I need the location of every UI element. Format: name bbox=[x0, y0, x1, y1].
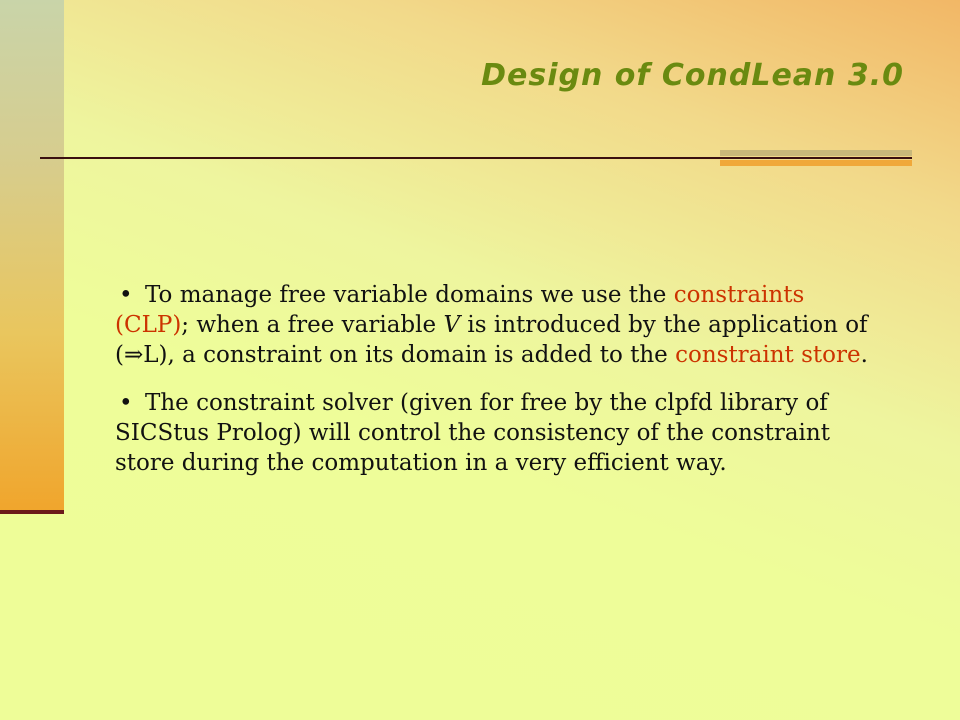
variable-name: V bbox=[443, 312, 461, 338]
highlight-term-clp: constraints (CLP) bbox=[115, 282, 805, 338]
side-decor-underline bbox=[0, 510, 64, 514]
title-accent bbox=[720, 150, 912, 166]
bullet-text: L), a constraint on its domain is added to the bbox=[143, 342, 676, 368]
slide-body bbox=[115, 280, 875, 496]
slide-title: Design of CondLean 3.0 bbox=[481, 58, 904, 93]
bullet-item-constraints bbox=[115, 280, 875, 370]
bullet-text: The constraint solver (given for free by the clpfd library of SICStus Prolog) will control the consistency of the constraint store during the computation in a very efficient way. bbox=[115, 390, 830, 476]
implies-symbol: ⇒ bbox=[123, 342, 144, 368]
side-decor-bar bbox=[0, 0, 64, 512]
bullet-text: . bbox=[860, 342, 868, 368]
bullet-text: To manage free variable domains we use the bbox=[145, 282, 674, 308]
bullet-text: is introduced by the application of ( bbox=[115, 312, 868, 368]
bullet-marker: • bbox=[119, 390, 133, 416]
title-accent-stripe-bottom bbox=[720, 160, 912, 166]
bullet-item-solver bbox=[115, 388, 875, 478]
highlight-term-store: constraint store bbox=[675, 342, 861, 368]
title-accent-stripe-top bbox=[720, 150, 912, 156]
bullet-marker: • bbox=[119, 282, 133, 308]
bullet-text: ; when a free variable bbox=[181, 312, 444, 338]
